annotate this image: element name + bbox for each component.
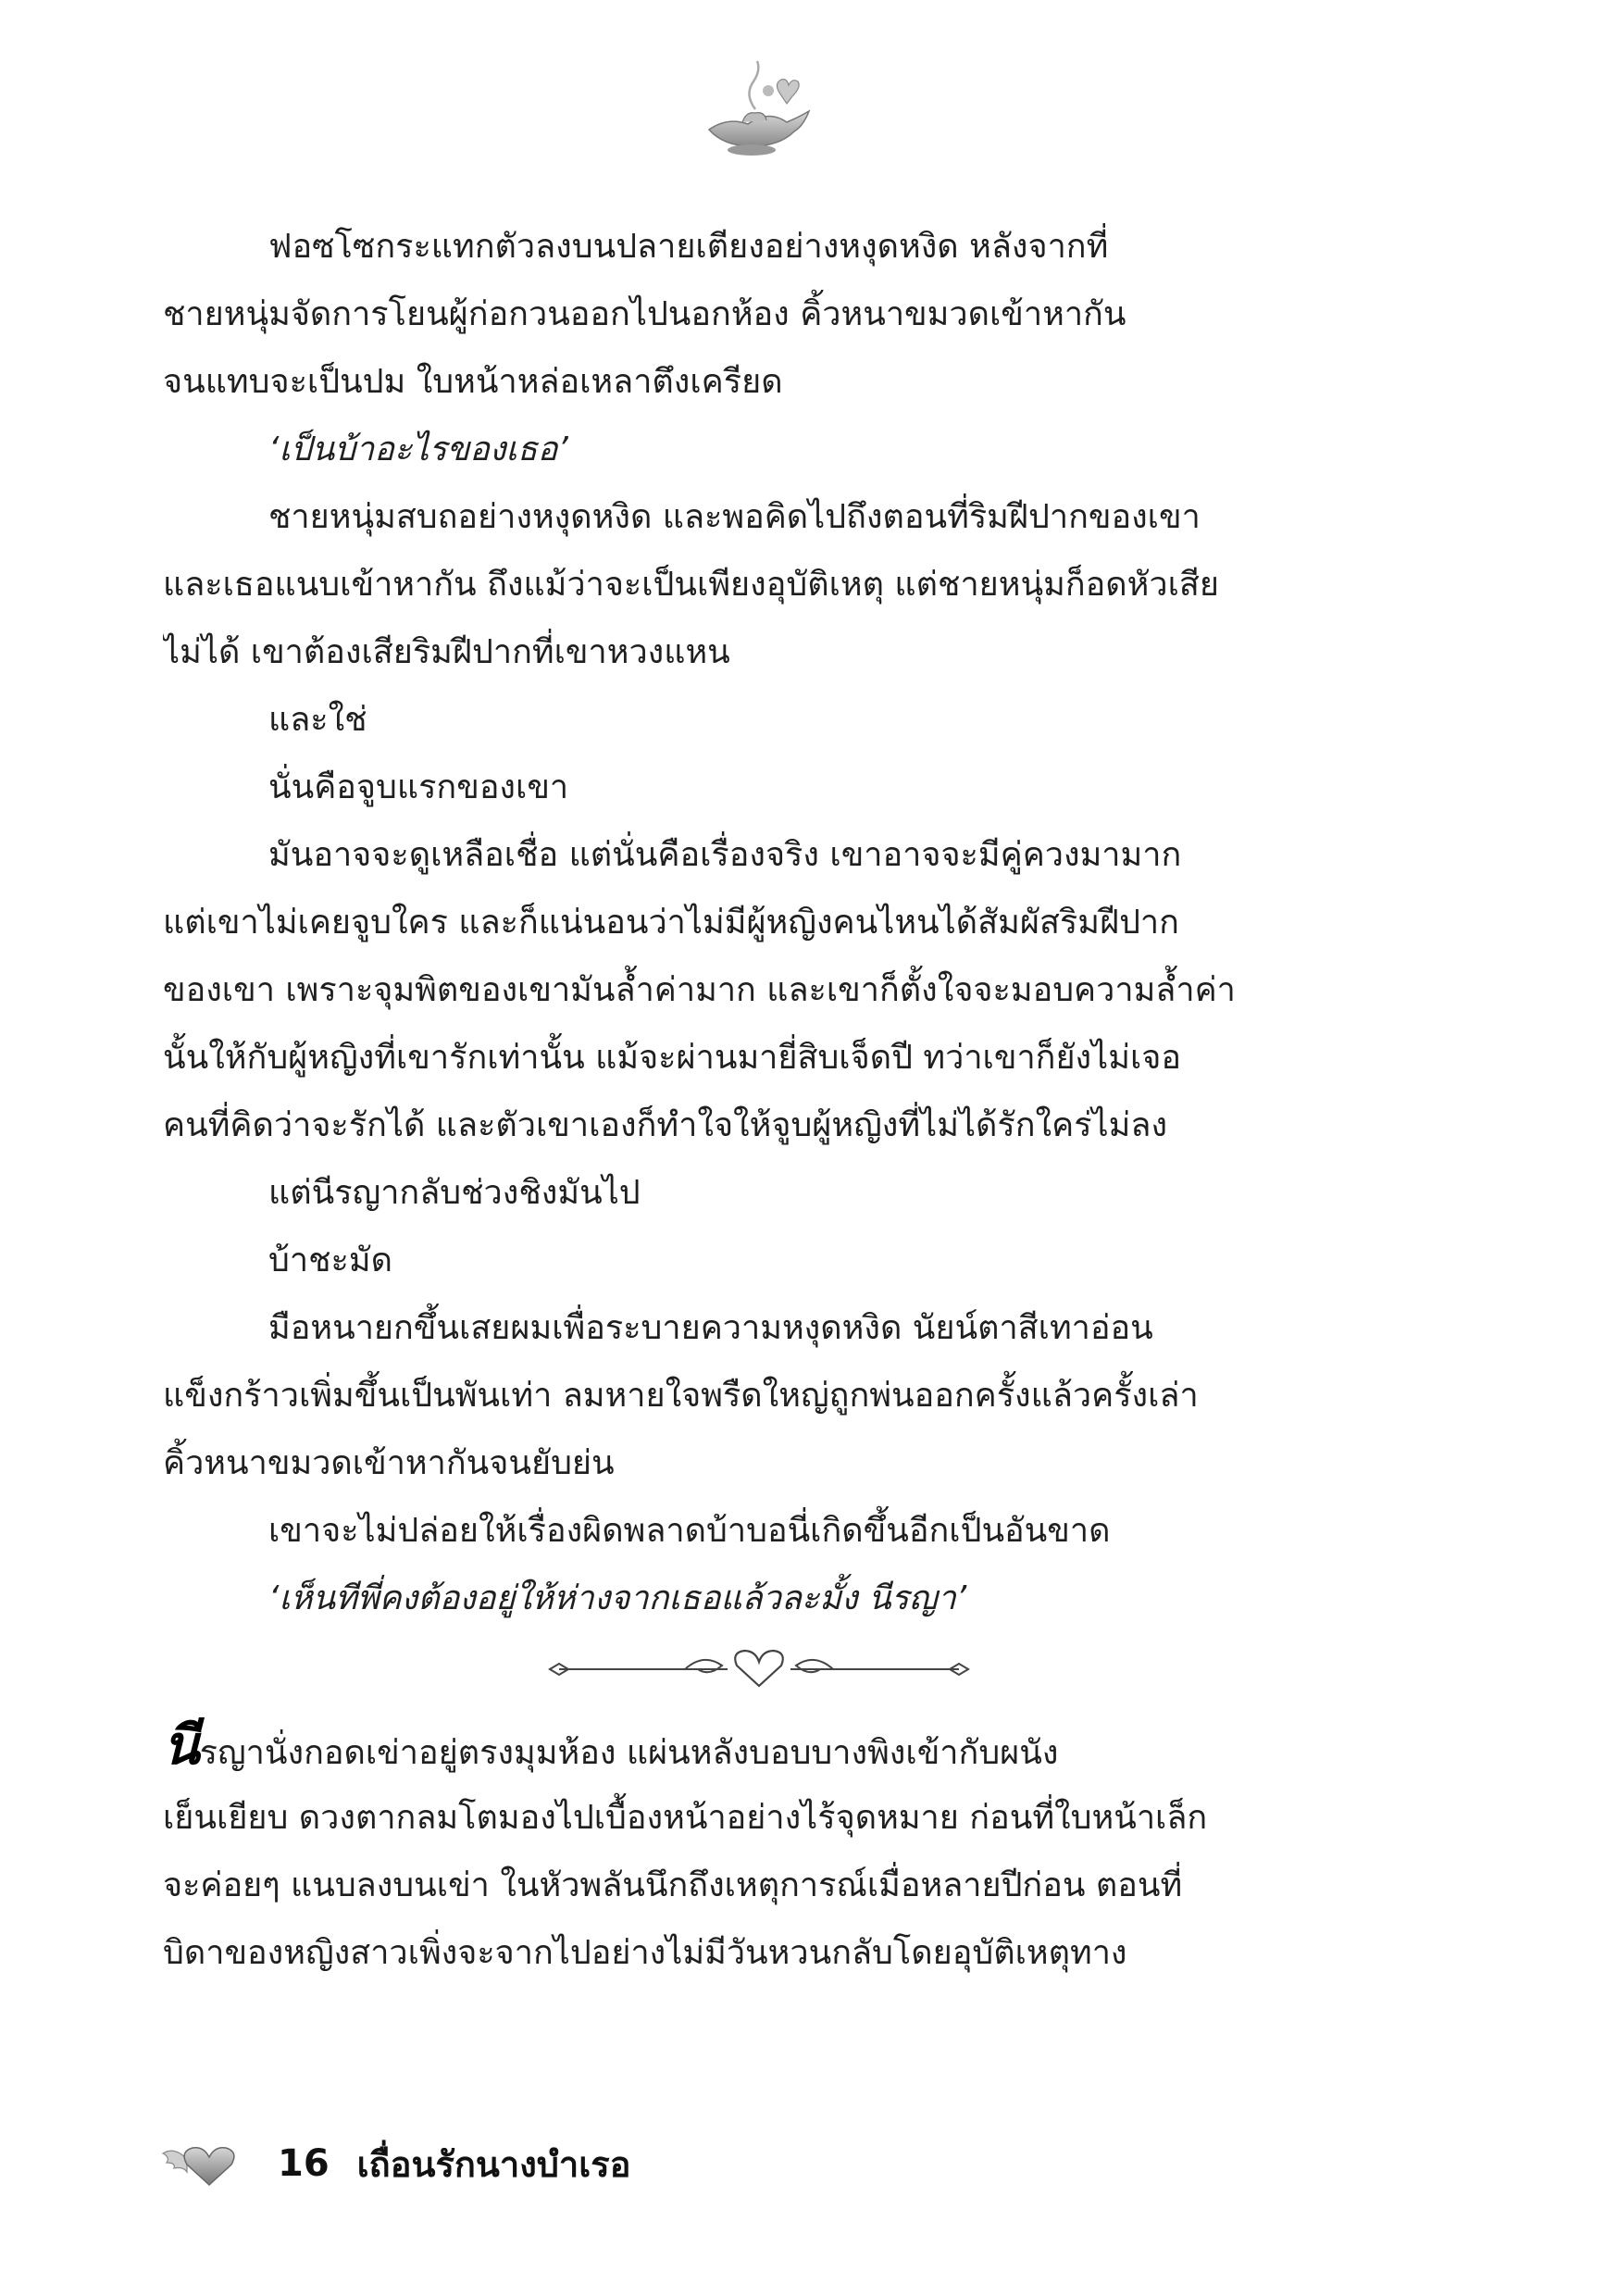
text-line: แข็งกร้าวเพิ่มขึ้นเป็นพันเท่า ลมหายใจพรืดใหญ่ถูกพ่นออกครั้งแล้วครั้งเล่า xyxy=(163,1377,1199,1415)
heart-flourish-divider-icon xyxy=(546,1643,972,1695)
thought-line: ‘เป็นบ้าอะไรของเธอ’ xyxy=(268,430,568,468)
text-line: นั่นคือจูบแรกของเขา xyxy=(268,768,569,806)
text-line: คนที่คิดว่าจะรักได้ และตัวเขาเองก็ทำใจให้จูบผู้หญิงที่ไม่ได้รักใคร่ไม่ลง xyxy=(163,1106,1168,1144)
text-line: ชายหนุ่มจัดการโยนผู้ก่อกวนออกไปนอกห้อง คิ้วหนาขมวดเข้าหากัน xyxy=(163,295,1126,333)
book-title: เถื่อนรักนางบำเรอ xyxy=(356,2143,631,2185)
page-footer xyxy=(159,2131,630,2196)
page-number: 16 xyxy=(278,2142,330,2185)
dropcap-line xyxy=(163,1706,1359,1784)
section-divider xyxy=(163,1632,1359,1706)
text-line: เขาจะไม่ปล่อยให้เรื่องผิดพลาดบ้าบอนี่เกิดขึ้นอีกเป็นอันขาด xyxy=(268,1512,1111,1550)
dropcap: นี xyxy=(163,1714,200,1777)
text-line: จนแทบจะเป็นปม ใบหน้าหล่อเหลาตึงเครียด xyxy=(163,363,783,401)
text-line: บ้าชะมัด xyxy=(268,1242,392,1279)
winged-heart-icon xyxy=(159,2139,259,2189)
text-line: และเธอแนบเข้าหากัน ถึงแม้ว่าจะเป็นเพียงอุบัติเหตุ แต่ชายหนุ่มก็อดหัวเสีย xyxy=(163,566,1219,604)
text-line: คิ้วหนาขมวดเข้าหากันจนยับย่น xyxy=(163,1444,615,1482)
text-line: มือหนายกขึ้นเสยผมเพื่อระบายความหงุดหงิด นัยน์ตาสีเทาอ่อน xyxy=(268,1309,1153,1347)
text-line: แต่นีรญากลับช่วงชิงมันไป xyxy=(268,1174,641,1212)
magic-lamp-icon xyxy=(691,57,820,161)
thought-line: ‘เห็นทีพี่คงต้องอยู่ให้ห่างจากเธอแล้วละมั้ง นีรญา’ xyxy=(268,1579,967,1617)
text-line: แต่เขาไม่เคยจูบใคร และก็แน่นอนว่าไม่มีผู้หญิงคนไหนได้สัมผัสริมฝีปาก xyxy=(163,904,1179,942)
text-line: บิดาของหญิงสาวเพิ่งจะจากไปอย่างไม่มีวันหวนกลับโดยอุบัติเหตุทาง xyxy=(163,1934,1127,1972)
body-text xyxy=(163,213,1359,1987)
text-line: ชายหนุ่มสบถอย่างหงุดหงิด และพอคิดไปถึงตอนที่ริมฝีปากของเขา xyxy=(268,498,1201,536)
text-line: ของเขา เพราะจุมพิตของเขามันล้ำค่ามาก และเขาก็ตั้งใจจะมอบความล้ำค่า xyxy=(163,971,1236,1009)
text-line: จะค่อยๆ แนบลงบนเข่า ในหัวพลันนึกถึงเหตุการณ์เมื่อหลายปีก่อน ตอนที่ xyxy=(163,1866,1183,1904)
text-line: มันอาจจะดูเหลือเชื่อ แต่นั่นคือเรื่องจริง เขาอาจจะมีคู่ควงมามาก xyxy=(268,836,1182,874)
text-line: นั้นให้กับผู้หญิงที่เขารักเท่านั้น แม้จะผ่านมายี่สิบเจ็ดปี ทว่าเขาก็ยังไม่เจอ xyxy=(163,1039,1181,1077)
text-line: รญานั่งกอดเข่าอยู่ตรงมุมห้อง แผ่นหลังบอบบางพิงเข้ากับผนัง xyxy=(199,1734,1059,1772)
text-line: เย็นเยียบ ดวงตากลมโตมองไปเบื้องหน้าอย่างไร้จุดหมาย ก่อนที่ใบหน้าเล็ก xyxy=(163,1799,1208,1837)
text-line: ฟอซโซกระแทกตัวลงบนปลายเตียงอย่างหงุดหงิด หลังจากที่ xyxy=(268,228,1109,266)
text-line: ไม่ได้ เขาต้องเสียริมฝีปากที่เขาหวงแหน xyxy=(163,633,730,671)
text-line: และใช่ xyxy=(268,701,367,739)
